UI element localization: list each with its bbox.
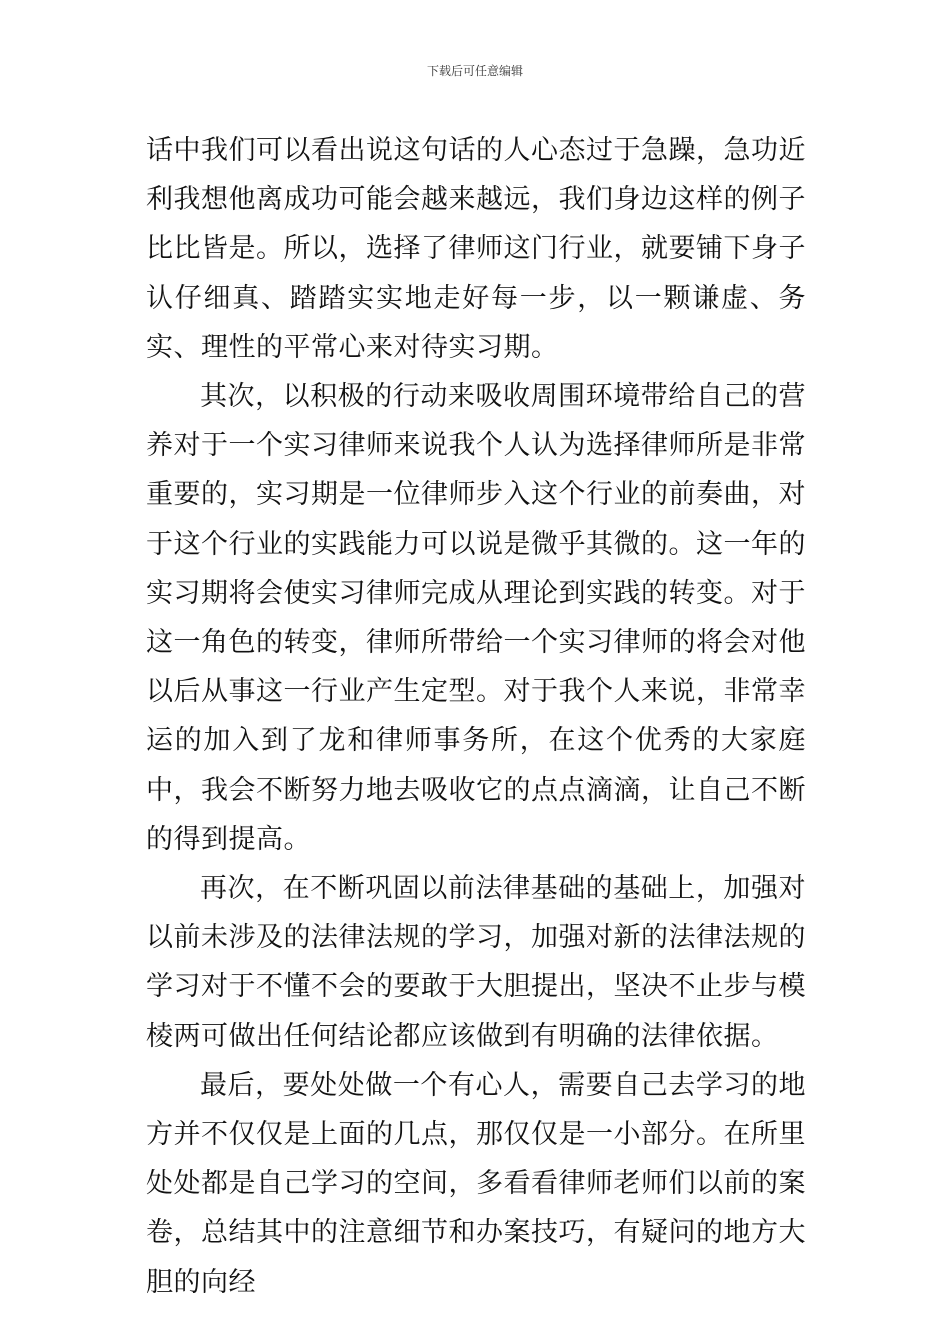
paragraph-4: 最后，要处处做一个有心人，需要自己去学习的地方并不仅仅是上面的几点，那仅仅是一小部分。在所里处处都是自己学习的空间，多看看律师老师们以前的案卷，总结其中的注意细节和办案技巧，有疑问的地方大胆的向经 xyxy=(146,1069,806,1298)
page-header: 下载后可任意编辑 xyxy=(426,64,523,78)
paragraph-2: 其次，以积极的行动来吸收周围环境带给自己的营养对于一个实习律师来说我个人认为选择律师所是非常重要的，实习期是一位律师步入这个行业的前奏曲，对于这个行业的实践能力可以说是微乎其微的。这一年的实习期将会使实习律师完成从理论到实践的转变。对于这一角色的转变，律师所带给一个实习律师的将会对他以后从事这一行业产生定型。对于我个人来说，非常幸运的加入到了龙和律师事务所，在这个优秀的大家庭中，我会不断努力地去吸收它的点点滴滴，让自己不断的得到提高。 xyxy=(146,381,806,855)
paragraph-3: 再次，在不断巩固以前法律基础的基础上，加强对以前未涉及的法律法规的学习，加强对新的法律法规的学习对于不懂不会的要敢于大胆提出，坚决不止步与模棱两可做出任何结论都应该做到有明确的法律依据。 xyxy=(146,873,806,1052)
document-body xyxy=(146,126,806,1307)
paragraph-1: 话中我们可以看出说这句话的人心态过于急躁，急功近利我想他离成功可能会越来越远，我们身边这样的例子比比皆是。所以，选择了律师这门行业，就要铺下身子认仔细真、踏踏实实地走好每一步，以一颗谦虚、务实、理性的平常心来对待实习期。 xyxy=(146,135,806,363)
